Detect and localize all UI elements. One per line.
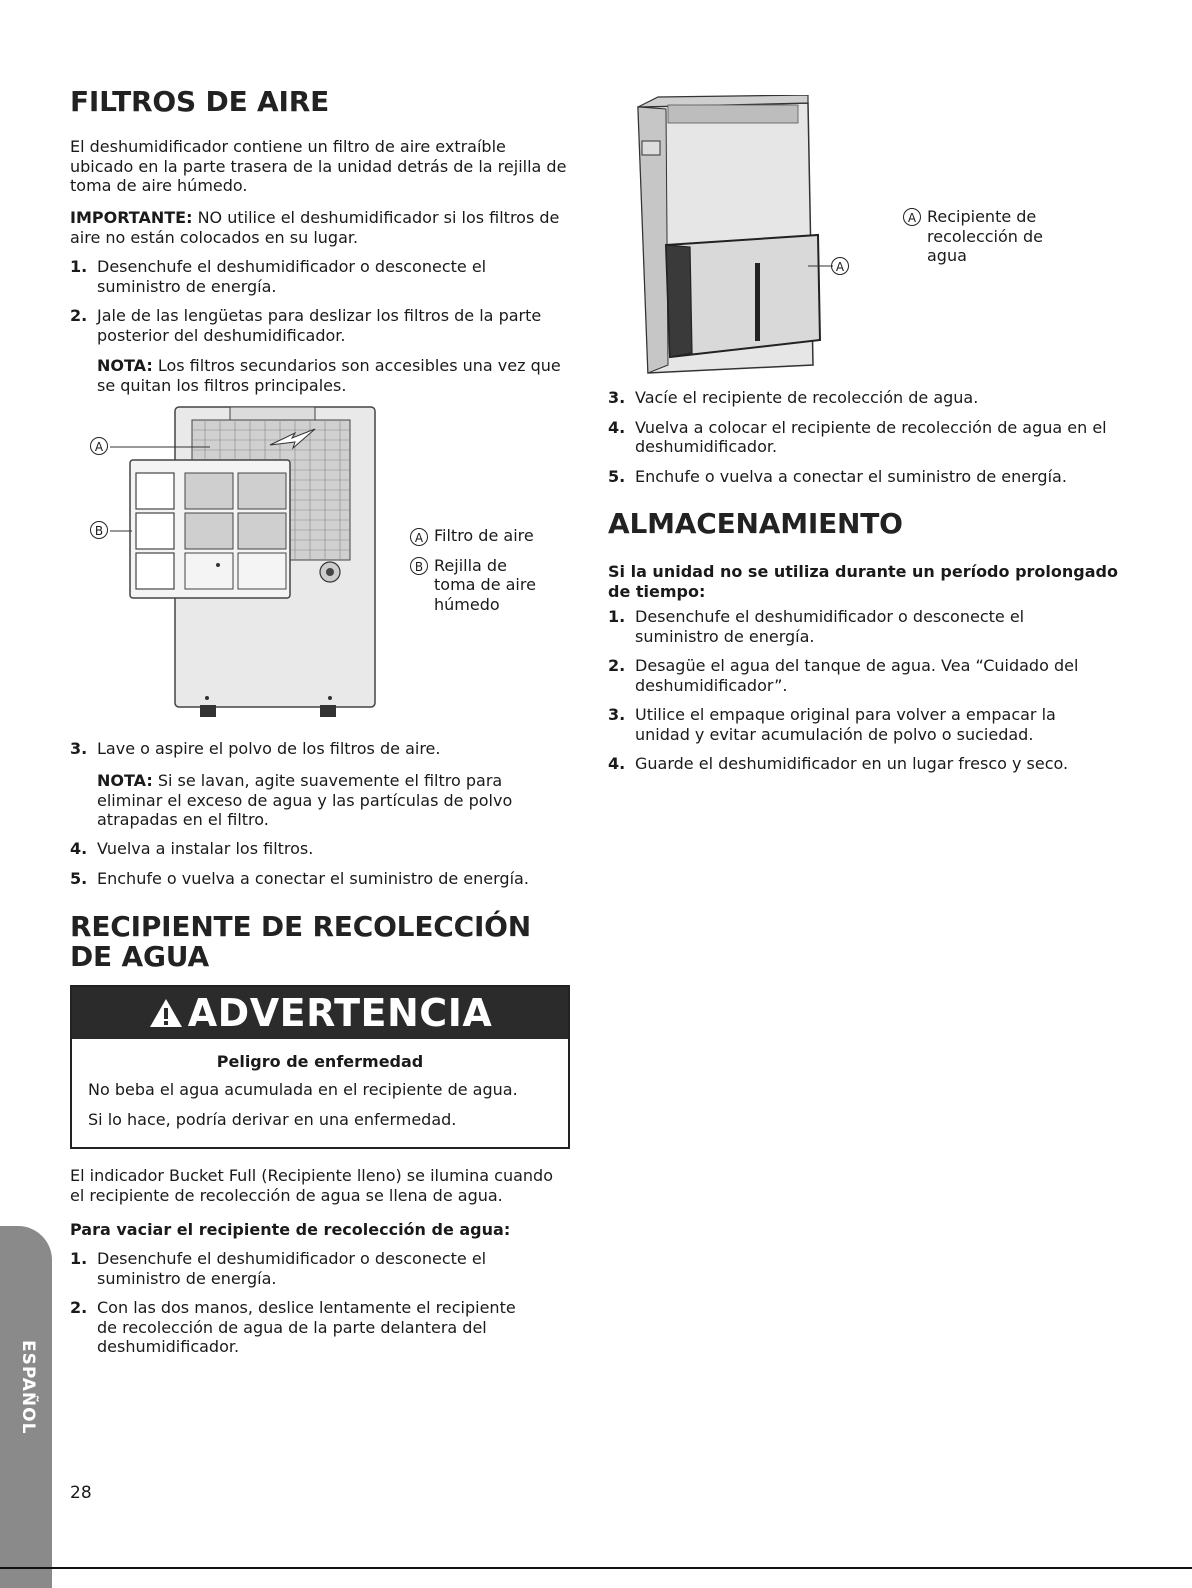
legend-text: Recipiente de recolección de agua	[927, 207, 1043, 265]
step-number: 1.	[70, 257, 88, 276]
legend-item-b	[410, 556, 570, 615]
list-item	[608, 388, 1118, 408]
list-item	[608, 607, 1118, 646]
step-text: Vuelva a instalar los filtros.	[97, 839, 314, 858]
filter-steps-4-5	[70, 839, 572, 888]
step-text: Desenchufe el deshumidificador o desconecte el suministro de energía.	[97, 1249, 487, 1288]
bucket-legend	[903, 207, 1063, 266]
marker-a: A	[90, 437, 108, 455]
legend-item-a	[410, 526, 570, 546]
note-label: NOTA:	[97, 771, 153, 790]
step-text: Con las dos manos, deslice lentamente el recipiente de recolección de agua de la parte delantera del deshumidificador.	[97, 1298, 516, 1356]
warning-title: ADVERTENCIA	[187, 991, 493, 1035]
warning-line-2: Si lo hace, podría derivar en una enfermedad.	[88, 1110, 457, 1129]
step-text: Vacíe el recipiente de recolección de agua.	[635, 388, 979, 407]
step-text: Guarde el deshumidificador en un lugar fresco y seco.	[635, 754, 1069, 773]
heading-recipiente: RECIPIENTE DE RECOLECCIÓN DE AGUA	[70, 910, 532, 973]
list-item	[70, 1249, 572, 1288]
warning-header	[72, 987, 568, 1039]
storage-steps	[608, 607, 1118, 774]
warning-line-1: No beba el agua acumulada en el recipiente de agua.	[88, 1080, 518, 1099]
legend-text: Rejilla de toma de aire húmedo	[434, 555, 536, 614]
step-number: 5.	[70, 868, 88, 888]
language-tab-label: ESPAÑOL	[18, 1340, 38, 1435]
important-text: NO utilice el deshumidificador si los filtros de aire no están colocados en su lugar.	[70, 208, 560, 247]
step-text: Vuelva a colocar el recipiente de recolección de agua en el deshumidificador.	[635, 417, 1107, 456]
marker-a: A	[903, 208, 921, 226]
step-number: 4.	[70, 839, 88, 858]
list-item	[70, 1298, 572, 1357]
filter-steps-1-2	[70, 257, 572, 345]
step-text: Utilice el empaque original para volver a empacar la unidad y evitar acumulación de polvo o suciedad.	[635, 705, 1056, 744]
list-item	[70, 839, 572, 859]
step-text: Enchufe o vuelva a conectar el suministro de energía.	[635, 466, 1067, 486]
step-text: Jale de las lengüetas para deslizar los filtros de la parte posterior del deshumidificador.	[97, 306, 542, 345]
step-number: 3.	[70, 739, 88, 758]
note-secondary-filters	[70, 356, 572, 395]
step-number: 2.	[70, 1298, 88, 1317]
step-number: 2.	[70, 306, 88, 325]
bucket-intro: El indicador Bucket Full (Recipiente lleno) se ilumina cuando el recipiente de recolección de agua se llena de agua.	[70, 1166, 553, 1205]
marker-a: A	[410, 528, 428, 546]
marker-b: B	[410, 557, 428, 575]
step-text: Desenchufe el deshumidificador o desconecte el suministro de energía.	[635, 607, 1025, 646]
dehumidifier-back-figure	[80, 405, 380, 725]
step-number: 2.	[608, 656, 626, 675]
important-note	[70, 208, 572, 247]
heading-filtros-de-aire: FILTROS DE AIRE	[70, 85, 330, 118]
step-number: 1.	[608, 607, 626, 626]
list-item	[70, 306, 572, 345]
list-item	[608, 418, 1118, 457]
empty-bucket-heading: Para vaciar el recipiente de recolección de agua:	[70, 1220, 511, 1239]
step-text: Lave o aspire el polvo de los filtros de aire.	[97, 739, 441, 758]
storage-intro: Si la unidad no se utiliza durante un período prolongado de tiempo:	[608, 562, 1118, 601]
warning-subtitle: Peligro de enfermedad	[216, 1052, 424, 1071]
filters-intro: El deshumidificador contiene un filtro de aire extraíble ubicado en la parte trasera de la unidad detrás de la rejilla de toma de aire húmedo.	[70, 137, 567, 195]
step-text: Enchufe o vuelva a conectar el suministro de energía.	[97, 868, 529, 888]
step-number: 3.	[608, 388, 626, 407]
list-item	[608, 467, 1118, 487]
warning-box	[70, 985, 570, 1149]
note-text: Si se lavan, agite suavemente el filtro para eliminar el exceso de agua y las partículas de polvo atrapadas en el filtro.	[97, 771, 513, 829]
heading-almacenamiento: ALMACENAMIENTO	[608, 507, 903, 540]
page-number: 28	[70, 1483, 92, 1503]
note-label: NOTA:	[97, 356, 153, 375]
list-item	[70, 257, 572, 296]
marker-b: B	[90, 521, 108, 539]
bucket-steps-3-5	[608, 388, 1118, 486]
step-number: 5.	[608, 466, 626, 486]
step-text: Desagüe el agua del tanque de agua. Vea “Cuidado del deshumidificador”.	[635, 656, 1079, 695]
step-number: 3.	[608, 705, 626, 724]
step-number: 1.	[70, 1249, 88, 1268]
bottom-divider	[0, 1567, 1192, 1569]
filter-step-3	[70, 739, 572, 759]
list-item	[70, 739, 572, 759]
list-item	[70, 869, 572, 889]
important-label: IMPORTANTE:	[70, 208, 193, 227]
empty-bucket-steps	[70, 1249, 572, 1357]
list-item	[608, 705, 1118, 744]
marker-a: A	[831, 257, 849, 275]
warning-triangle-icon	[148, 997, 184, 1029]
step-text: Desenchufe el deshumidificador o desconecte el suministro de energía.	[97, 257, 487, 296]
step-number: 4.	[608, 417, 626, 437]
list-item	[608, 754, 1118, 774]
step-number: 4.	[608, 754, 626, 773]
note-washing	[70, 771, 572, 830]
list-item	[608, 656, 1118, 695]
filter-legend	[410, 526, 570, 614]
note-text: Los filtros secundarios son accesibles una vez que se quitan los filtros principales.	[97, 356, 561, 395]
legend-text: Filtro de aire	[434, 526, 534, 545]
dehumidifier-front-figure	[628, 95, 878, 380]
